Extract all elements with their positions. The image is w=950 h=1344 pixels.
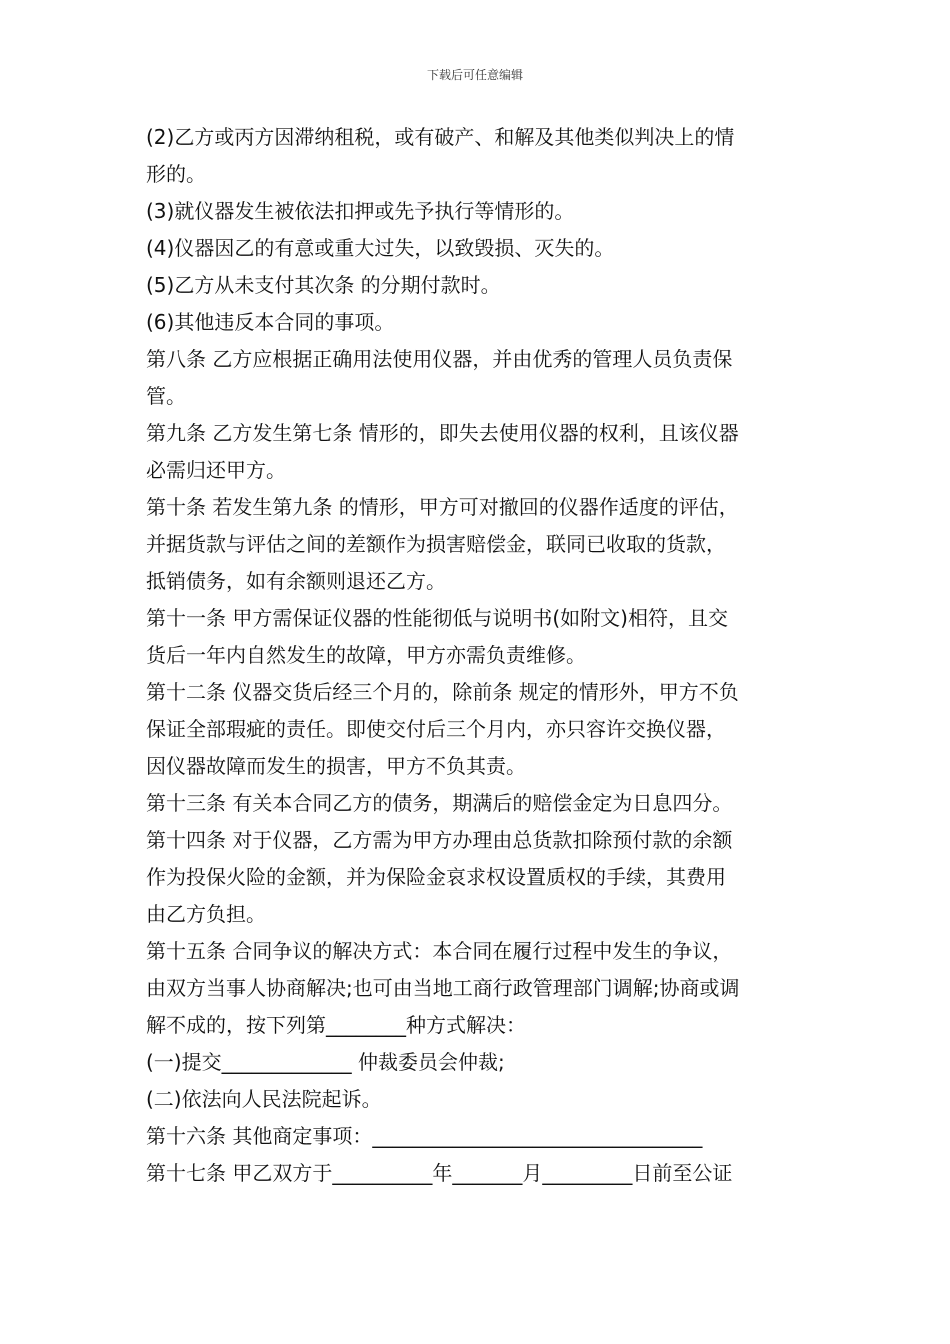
text-line: 第十五条 合同争议的解决方式：本合同在履行过程中发生的争议， — [146, 939, 733, 963]
text-line: (一)提交_____________ 仲裁委员会仲裁; — [146, 1050, 505, 1074]
text-line: 第九条 乙方发生第七条 情形的，即失去使用仪器的权利，且该仪器 — [146, 421, 739, 445]
document-body — [146, 119, 816, 1192]
text-line: 第十七条 甲乙双方于__________年_______月_________日前至公证 — [146, 1161, 733, 1185]
text-line: 第十条 若发生第九条 的情形，甲方可对撤回的仪器作适度的评估， — [146, 495, 739, 519]
text-line: 第十一条 甲方需保证仪器的性能彻低与说明书(如附文)相符，且交 — [146, 606, 728, 630]
text-line: 第十六条 其他商定事项：_________________________________ — [146, 1124, 703, 1148]
text-line: 抵销债务，如有余额则退还乙方。 — [146, 569, 446, 593]
text-line: 由乙方负担。 — [146, 902, 266, 926]
text-line: (2)乙方或丙方因滞纳租税，或有破产、和解及其他类似判决上的情 — [146, 125, 735, 149]
text-line: 第十四条 对于仪器，乙方需为甲方办理由总货款扣除预付款的余额 — [146, 828, 733, 852]
text-line: 必需归还甲方。 — [146, 458, 286, 482]
text-line: 第十二条 仪器交货后经三个月的，除前条 规定的情形外，甲方不负 — [146, 680, 739, 704]
text-line: 第八条 乙方应根据正确用法使用仪器，并由优秀的管理人员负责保 — [146, 347, 733, 371]
text-line: 管。 — [146, 384, 186, 408]
text-line: 由双方当事人协商解决;也可由当地工商行政管理部门调解;协商或调 — [146, 976, 740, 1000]
text-line: (二)依法向人民法院起诉。 — [146, 1087, 382, 1111]
text-line: 第十三条 有关本合同乙方的债务，期满后的赔偿金定为日息四分。 — [146, 791, 733, 815]
text-line: 货后一年内自然发生的故障，甲方亦需负责维修。 — [146, 643, 586, 667]
text-line: 作为投保火险的金额，并为保险金哀求权设置质权的手续，其费用 — [146, 865, 726, 889]
text-line: 并据货款与评估之间的差额作为损害赔偿金，联同已收取的货款， — [146, 532, 726, 556]
text-line: 保证全部瑕疵的责任。即使交付后三个月内，亦只容许交换仪器， — [146, 717, 726, 741]
page-header: 下载后可任意编辑 — [426, 68, 523, 82]
text-line: (5)乙方从未支付其次条 的分期付款时。 — [146, 273, 501, 297]
text-line: 因仪器故障而发生的损害，甲方不负其责。 — [146, 754, 526, 778]
text-line: 解不成的，按下列第________种方式解决： — [146, 1013, 526, 1037]
text-line: 形的。 — [146, 162, 206, 186]
text-line: (6)其他违反本合同的事项。 — [146, 310, 395, 334]
text-line: (3)就仪器发生被依法扣押或先予执行等情形的。 — [146, 199, 575, 223]
text-line: (4)仪器因乙的有意或重大过失，以致毁损、灭失的。 — [146, 236, 615, 260]
